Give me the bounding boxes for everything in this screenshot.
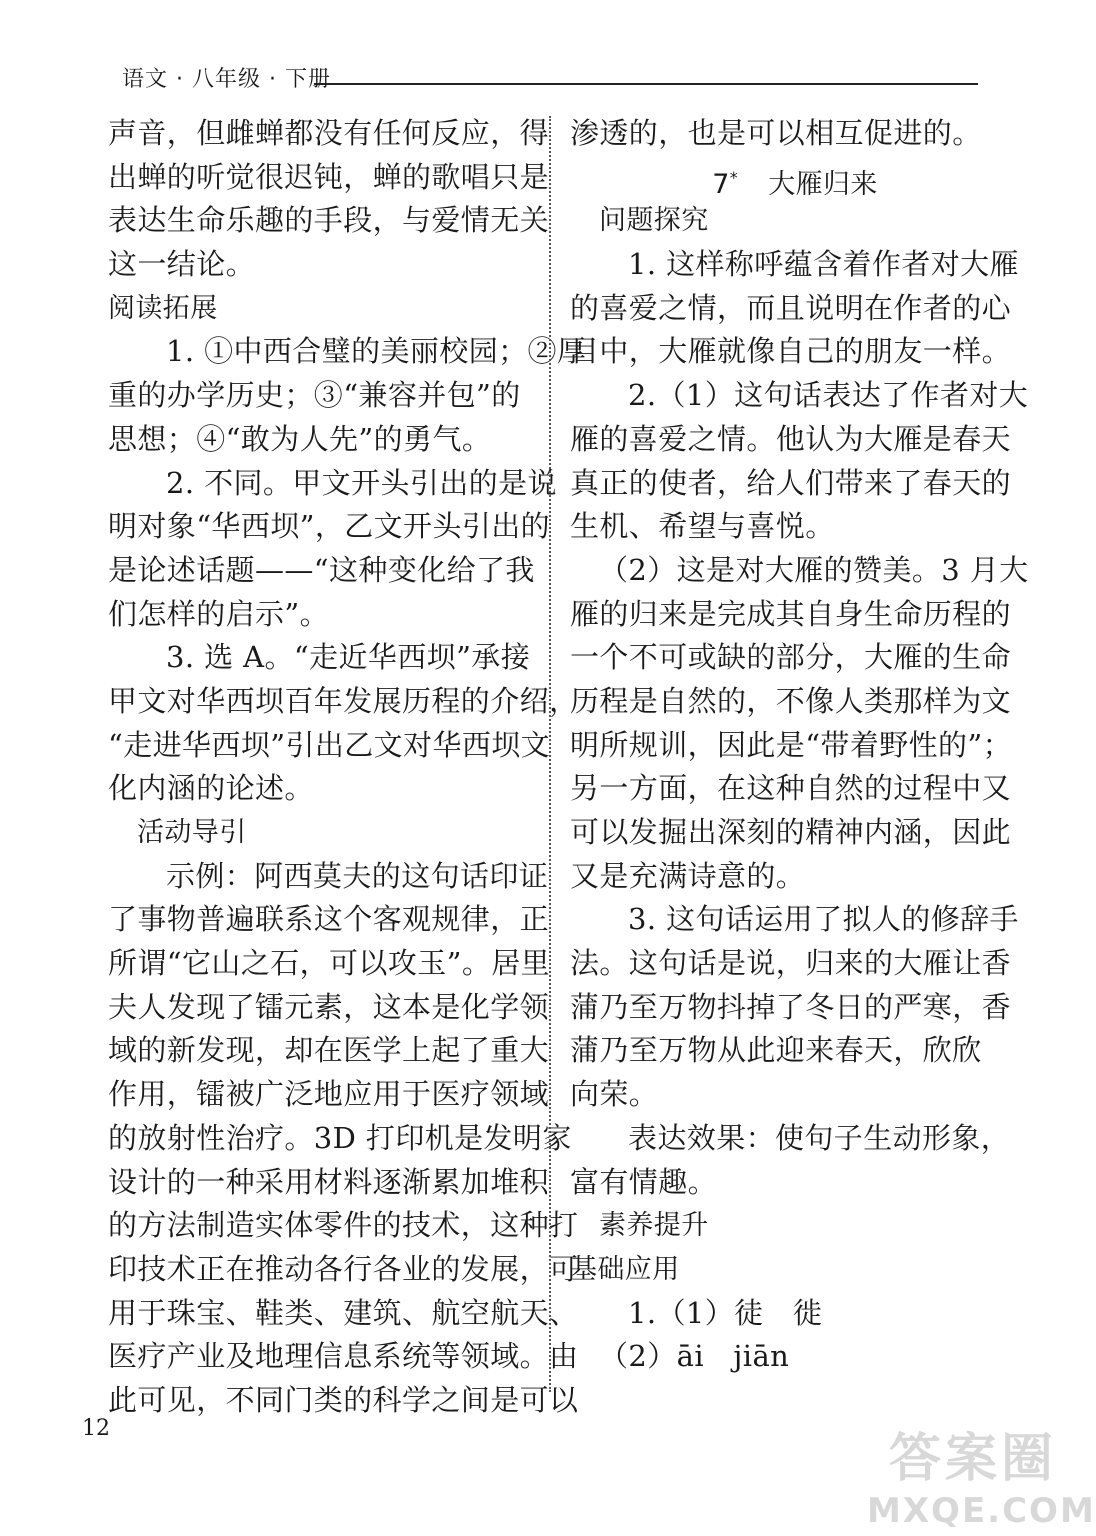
header-rule	[314, 83, 978, 85]
text-line: 1. 这样称呼蕴含着作者对大雁	[628, 247, 1019, 282]
text-line: 2. 不同。甲文开头引出的是说	[166, 465, 557, 500]
text-line: 域的新发现，却在医学上起了重大	[108, 1033, 550, 1068]
page-number: 12	[82, 1416, 110, 1441]
text-line: 化内涵的论述。	[108, 771, 314, 806]
text-line: 设计的一种采用材料逐渐累加堆积	[108, 1164, 550, 1199]
section-heading: 问题探究	[599, 205, 709, 237]
text-line: 目中，大雁就像自己的朋友一样。	[570, 334, 1012, 369]
text-line: 雁的喜爱之情。他认为大雁是春天	[570, 421, 1012, 456]
text-line: 用于珠宝、鞋类、建筑、航空航天、	[108, 1295, 579, 1330]
text-line: 医疗产业及地理信息系统等领域。由	[108, 1339, 579, 1374]
text-line: 们怎样的启示”。	[108, 596, 330, 631]
text-line: 甲文对华西坝百年发展历程的介绍，	[108, 683, 579, 718]
watermark-url: MXQE.COM	[867, 1491, 1096, 1531]
text-line: 的喜爱之情，而且说明在作者的心	[570, 290, 1012, 325]
left-column	[108, 112, 587, 1423]
text-line: 1.（1）徒 徙	[628, 1295, 823, 1330]
section-heading: 阅读拓展	[108, 292, 218, 324]
header-label: 语文 · 八年级 · 下册	[122, 67, 331, 92]
text-line: 此可见，不同门类的科学之间是可以	[108, 1382, 579, 1417]
text-line: 雁的归来是完成其自身生命历程的	[570, 596, 1012, 631]
watermark-text: 答案圈	[888, 1429, 1057, 1489]
text-line: 3. 选 A。“走近华西坝”承接	[166, 640, 531, 675]
right-column	[570, 112, 1029, 1379]
text-line: 一个不可或缺的部分，大雁的生命	[570, 640, 1012, 675]
text-line: 的放射性治疗。3D 打印机是发明家	[108, 1120, 572, 1155]
text-line: 渗透的，也是可以相互促进的。	[570, 116, 982, 150]
lesson-mark: *	[729, 167, 739, 187]
text-line: 向荣。	[570, 1077, 659, 1112]
text-line: 富有情趣。	[570, 1164, 718, 1199]
section-heading: 活动导引	[137, 817, 247, 848]
text-line: 又是充满诗意的。	[570, 858, 806, 893]
text-line: 蒲乃至万物从此迎来春天，欣欣	[570, 1033, 982, 1068]
lesson-title-text: 大雁归来	[768, 168, 878, 200]
text-line: 出蝉的听觉很迟钝，蝉的歌唱只是	[108, 159, 550, 194]
lesson-number: 7	[712, 168, 730, 200]
text-line: 蒲乃至万物抖掉了冬日的严寒，香	[570, 989, 1012, 1024]
section-heading: 基础应用	[570, 1253, 680, 1285]
text-line: 真正的使者，给人们带来了春天的	[570, 465, 1012, 500]
text-line: 声音，但雌蝉都没有任何反应，得	[108, 116, 550, 150]
text-line: 1. ①中西合璧的美丽校园；②厚	[166, 334, 587, 369]
text-line: 另一方面，在这种自然的过程中又	[570, 771, 1012, 806]
text-line: 作用，镭被广泛地应用于医疗领域	[108, 1077, 550, 1112]
text-line: 法。这句话是说，归来的大雁让香	[570, 946, 1012, 981]
text-line: 重的办学历史；③“兼容并包”的	[108, 378, 521, 413]
text-line: 是论述话题——“这种变化给了我	[108, 552, 535, 587]
text-line: 表达效果：使句子生动形象，	[628, 1120, 1011, 1155]
text-line: 夫人发现了镭元素，这本是化学领	[108, 989, 550, 1024]
text-line: 历程是自然的，不像人类那样为文	[570, 683, 1012, 718]
text-line: 印技术正在推动各行各业的发展，可	[108, 1251, 579, 1286]
text-line: 表达生命乐趣的手段，与爱情无关	[108, 203, 550, 238]
text-line: （2）āi jiān	[599, 1339, 790, 1374]
section-heading: 素养提升	[599, 1210, 709, 1242]
text-line: 这一结论。	[108, 247, 256, 282]
lesson-title	[570, 156, 980, 200]
text-line: 3. 这句话运用了拟人的修辞手	[628, 902, 1019, 937]
column-divider	[549, 116, 551, 1392]
text-line: “走进华西坝”引出乙文对华西坝文	[108, 727, 551, 762]
text-line: 所谓“它山之石，可以攻玉”。居里	[108, 946, 551, 981]
text-line: 生机、希望与喜悦。	[570, 509, 835, 544]
text-line: 的方法制造实体零件的技术，这种打	[108, 1208, 579, 1243]
text-line: 明对象“华西坝”，乙文开头引出的	[108, 509, 551, 544]
text-line: 2.（1）这句话表达了作者对大	[628, 378, 1029, 413]
text-line: （2）这是对大雁的赞美。3 月大	[599, 552, 1029, 587]
text-line: 思想；④“敢为人先”的勇气。	[108, 421, 492, 456]
text-line: 明所规训，因此是“带着野性的”；	[570, 727, 1013, 762]
text-line: 示例：阿西莫夫的这句话印证	[166, 858, 549, 893]
text-line: 可以发掘出深刻的精神内涵，因此	[570, 815, 1012, 849]
watermark	[867, 1416, 1096, 1531]
text-line: 了事物普遍联系这个客观规律，正	[108, 902, 550, 937]
